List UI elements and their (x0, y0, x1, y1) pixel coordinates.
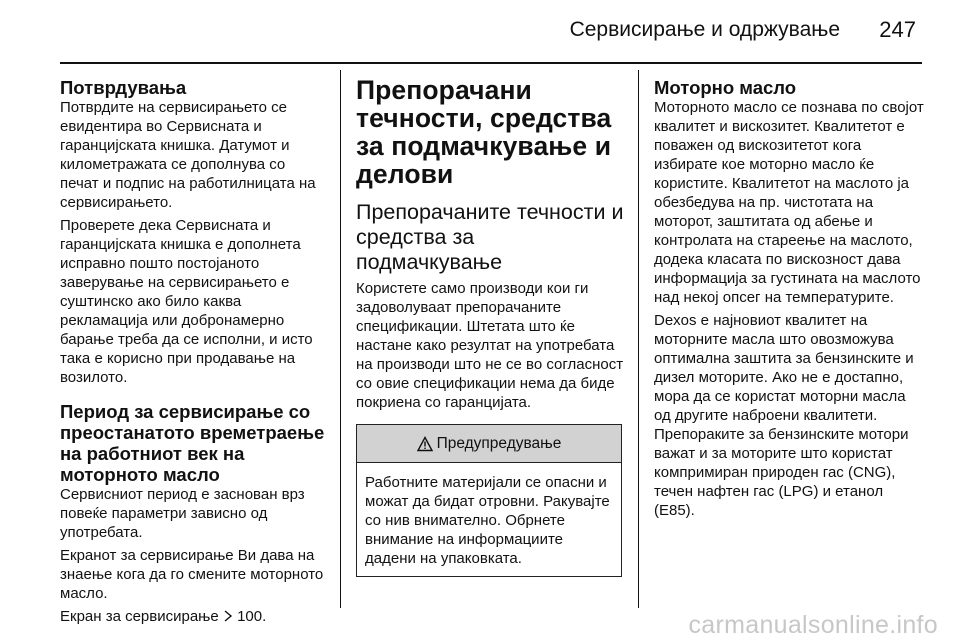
warning-text: Работните материјали се опасни и можат да бидат отровни. Ракувајте со нив внимателно. Обрнете внимание на информациите дадени на упаковката. (365, 474, 610, 567)
cross-reference-label: Екран за сервисирање (60, 608, 219, 625)
paragraph: Потврдите на сервисирањето се евидентира во Сервисната и гаранцијската книшка. Датумот и километражата се дополнува со печат и подпис на работилницата на сервисирањето. (60, 99, 316, 211)
column-right (654, 72, 924, 608)
section-heading-service-period: Период за сервисирање со преостанатото времетраење на работниот век на моторното масло (60, 401, 325, 485)
warning-triangle-icon (417, 436, 433, 452)
paragraph: Користете само производи кои ги задоволуваат препорачаните спецификации. Штетата што ќе настане како резултат на употребата на производи што не се во согласност со овие спецификации нема да биде покриена со гаранцијата. (356, 280, 624, 411)
section-subtitle: Препорачаните течности и средства за подмачкување (356, 200, 624, 274)
page-reference-arrow-icon (223, 610, 233, 622)
column-middle (356, 72, 624, 608)
paragraph: Dexos е најновиот квалитет на моторните масла што овозможува оптимална заштита за бензинските и дизел моторите. Ако не е достапно, мора да се користат моторни масла од другите наброени квалитети. Препораките за бензинските мотори важат и за моторите што користат компримиран природен гас (CNG), течен нафтен гас (LPG) и етанол (E85). (654, 312, 914, 519)
section-heading-confirmations: Потврдувања (60, 77, 187, 98)
column-left (60, 72, 326, 625)
running-header-title: Сервисирање и одржување (569, 18, 840, 41)
cross-reference-link[interactable]: 100. (237, 608, 267, 625)
header-divider (60, 62, 922, 64)
paragraph: Сервисниот период е заснован врз повеќе параметри зависно од употребата. (60, 486, 305, 541)
paragraph: Проверете дека Сервисната и гаранцијската книшка е дополнета исправно пошто постојаното заверување на сервисирањето е суштинско ако било каква рекламација или добронамерно барање треба да се исполни, и исто така е корисно при продавање на возилото. (60, 217, 313, 386)
warning-body (357, 463, 621, 576)
page-number: 247 (879, 17, 916, 42)
warning-box (356, 424, 622, 577)
paragraph: Екранот за сервисирање Ви дава на знаење кога да го смените моторното масло. (60, 547, 324, 602)
column-divider-1 (340, 70, 341, 608)
chapter-title: Препорачани течности, средства за подмачкување и делови (356, 75, 612, 189)
column-divider-2 (638, 70, 639, 608)
watermark: carmanualsonline.info (688, 611, 938, 639)
section-heading-engine-oil: Моторно масло (654, 77, 797, 98)
warning-heading: Предупредување (436, 434, 562, 452)
paragraph: Моторното масло се познава по својот квалитет и вискозитет. Квалитетот е поважен од вискозитетот кога избирате кое моторно масло ќе користите. Квалитетот на маслото ја обезбедува на пр. чистотата на моторот, заштитата од абење и контролата на стареење на маслото, додека класата по вискозност дава информација за густината на маслото над некој опсег на температурите. (654, 99, 924, 306)
cross-reference (60, 607, 326, 626)
warning-header (357, 425, 621, 463)
